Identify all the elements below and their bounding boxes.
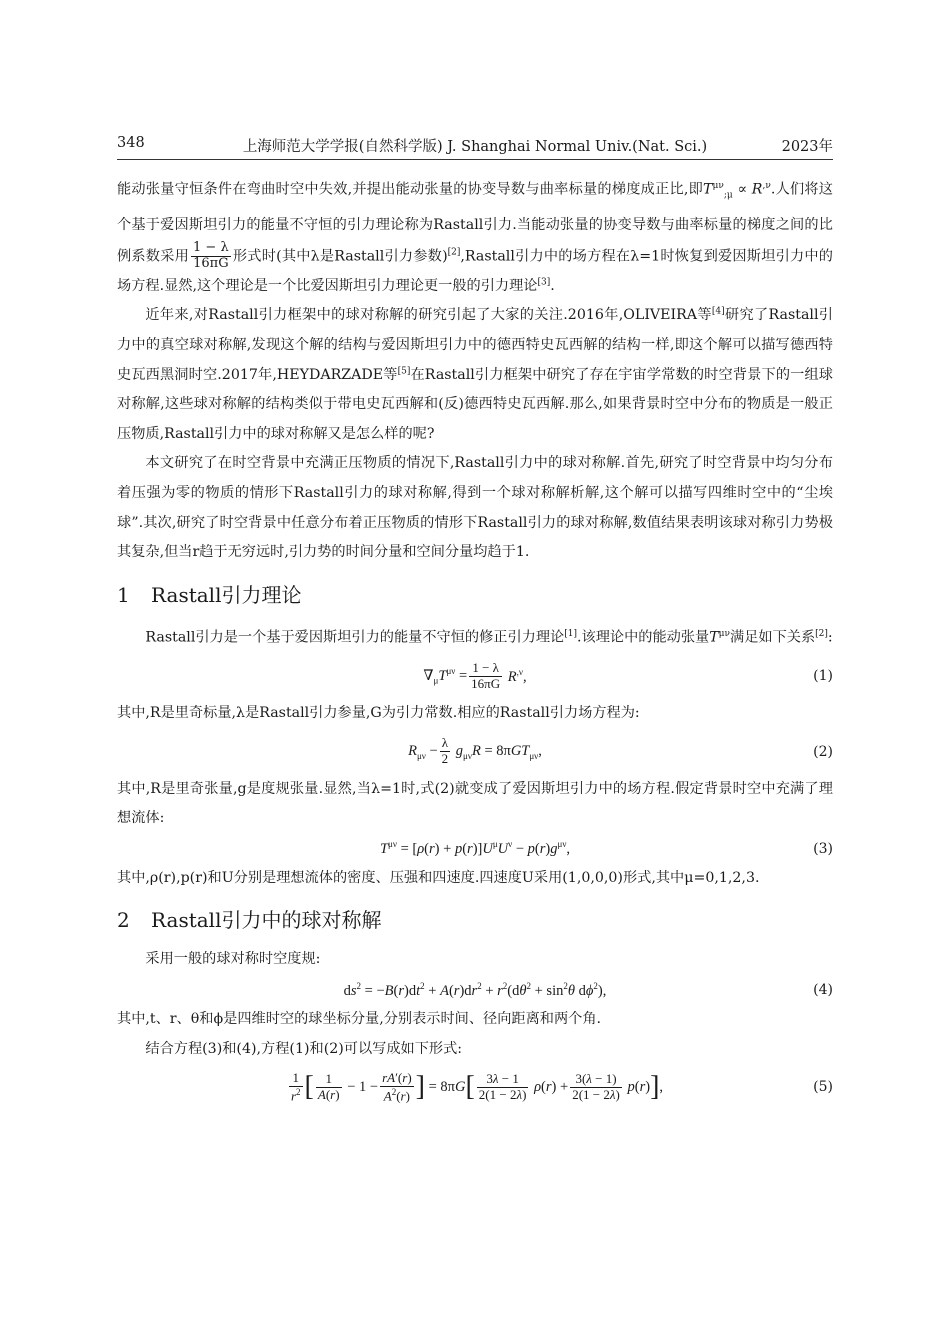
journal-title: 上海师范大学学报(自然科学版) J. Shanghai Normal Univ.(Nat. Sci.) [242,139,708,155]
citation[interactable]: [2] [815,628,828,639]
section-heading-2: 2 Rastall引力中的球对称解 [117,908,382,933]
paragraph-related-work: 近年来,对Rastall引力框架中的球对称解的研究引起了大家的关注.2016年,OLIVEIRA等[4]研究了Rastall引力中的真空球对称解,发现这个解的结构与爱因斯坦引力中的德西特史瓦西解的结构一样,即这个解可以描写德西特史瓦西黑洞时空.2017年,HEYDARZADE等[5]在Rastall引力框架中研究了存在宇宙学常数的时空背景下的一组球对称解,这些球对称解的结构类似于带电史瓦西解和(反)德西特史瓦西解.那么,如果背景时空中分布的物质是一般正压物质,Rastall引力中的球对称解又是怎么样的呢? [117,306,833,442]
paragraph-eq3-explanation: 其中,ρ(r),p(r)和U分别是理想流体的密度、压强和四速度.四速度U采用(1,0,0,0)形式,其中μ=0,1,2,3. [117,869,760,886]
equation-number: (2) [813,743,833,760]
equation-4: $ds^2 = -B(r)dt^2 + A(r)dr^2 + r^2(d\theta^2 + \sin^2\theta$ $d\phi^2$), (4) [343,980,833,999]
equation-1: $\nabla_\mu T^{\mu\nu}$ = $\frac{1 - \lambda}{16\pi G}$ $R^{,\nu}$, (1) [423,659,833,691]
citation[interactable]: [1] [564,628,577,639]
paragraph-eq1-explanation: 其中,R是里奇标量,λ是Rastall引力参量,G为引力常数.相应的Rastall引力场方程为: [117,705,640,722]
equation-3: $T^{\mu\nu} = [\rho(r) + p(r)]U^\mu U^\nu - p(r)g^{\mu\nu}$, (3) [379,839,833,858]
coupling-fraction: $\frac{1 - \lambda}{16\pi G}$ [193,239,229,271]
article-body [117,172,833,1110]
paragraph-this-work: 本文研究了在时空背景中充满正压物质的情况下,Rastall引力中的球对称解.首先,研究了时空背景中均匀分布着压强为零的物质的情形下Rastall引力的球对称解,得到一个球对称解析解,这个解可以描写四维时空中的“尘埃球”.其次,研究了时空背景中任意分布着正压物质的情形下Rastall引力的球对称解,数值结果表明该球对称引力势极其复杂,但当r趋于无穷远时,引力势的时间分量和空间分量均趋于1. [117,455,833,561]
equation-5: $\frac{1}{r^2}$ [ $\frac{1}{A(r)}$ − 1 − $\frac{rA'(r)}{A^2(r)}$ ] = 8πG [ $\frac{3\lambda - 1}{2(1 - 2\lambda)}$ ρ(r) + $\frac{3(\lambda - 1)}{2(1 - 2\lambda)}$ p(r) ] , (5) [290,1069,833,1103]
paragraph-rastall-theory: Rastall引力是一个基于爱因斯坦引力的能量不守恒的修正引力理论[1].该理论中的能动张量$T^{\mu\nu}$满足如下关系[2]: [145,628,833,646]
equation-2: $R_{\mu\nu}$ − $\frac{\lambda}{2}$ $g_{\mu\nu}R = 8\pi GT_{\mu\nu}$, (2) [408,735,833,767]
citation[interactable]: [2] [447,247,461,258]
paragraph-coordinates: 其中,t、r、θ和ϕ是四维时空的球坐标分量,分别表示时间、径向距离和两个角. [117,1011,602,1028]
citation[interactable]: [5] [397,365,411,376]
citation[interactable]: [3] [537,277,551,288]
citation[interactable]: [4] [711,306,725,317]
paragraph-eq2-explanation: 其中,R是里奇张量,g是度规张量.显然,当λ=1时,式(2)就变成了爱因斯坦引力中的场方程.假定背景时空中充满了理想流体: [117,780,833,827]
paragraph-metric-intro: 采用一般的球对称时空度规: [145,951,321,968]
equation-number: (4) [813,982,833,999]
running-header [117,135,833,160]
equation-number: (1) [813,668,833,685]
paragraph-combine: 结合方程(3)和(4),方程(1)和(2)可以写成如下形式: [145,1040,463,1057]
equation-number: (5) [813,1079,833,1096]
journal-year: 2023年 [781,139,833,155]
section-heading-1: 1 Rastall引力理论 [117,582,302,607]
paragraph-intro-continued: 能动张量守恒条件在弯曲时空中失效,并提出能动张量的协变导数与曲率标量的梯度成正比,即$T^{\mu\nu}_{;\mu} \propto R^{,\nu}$.人们将这个基于爱因斯坦引力的能量不守恒的引力理论称为Rastall引力.当能动张量的协变导数与曲率标量的梯度之间的比例系数采用 $\frac{1 - \lambda}{16\pi G}$ 形式时(其中λ是Rastall引力参数)[2],Rastall引力中的场方程在λ=1时恢复到爱因斯坦引力中的场方程.显然,这个理论是一个比爱因斯坦引力理论更一般的引力理论[3]. [117,181,833,294]
page-number: 348 [117,135,145,151]
equation-number: (3) [813,840,833,857]
